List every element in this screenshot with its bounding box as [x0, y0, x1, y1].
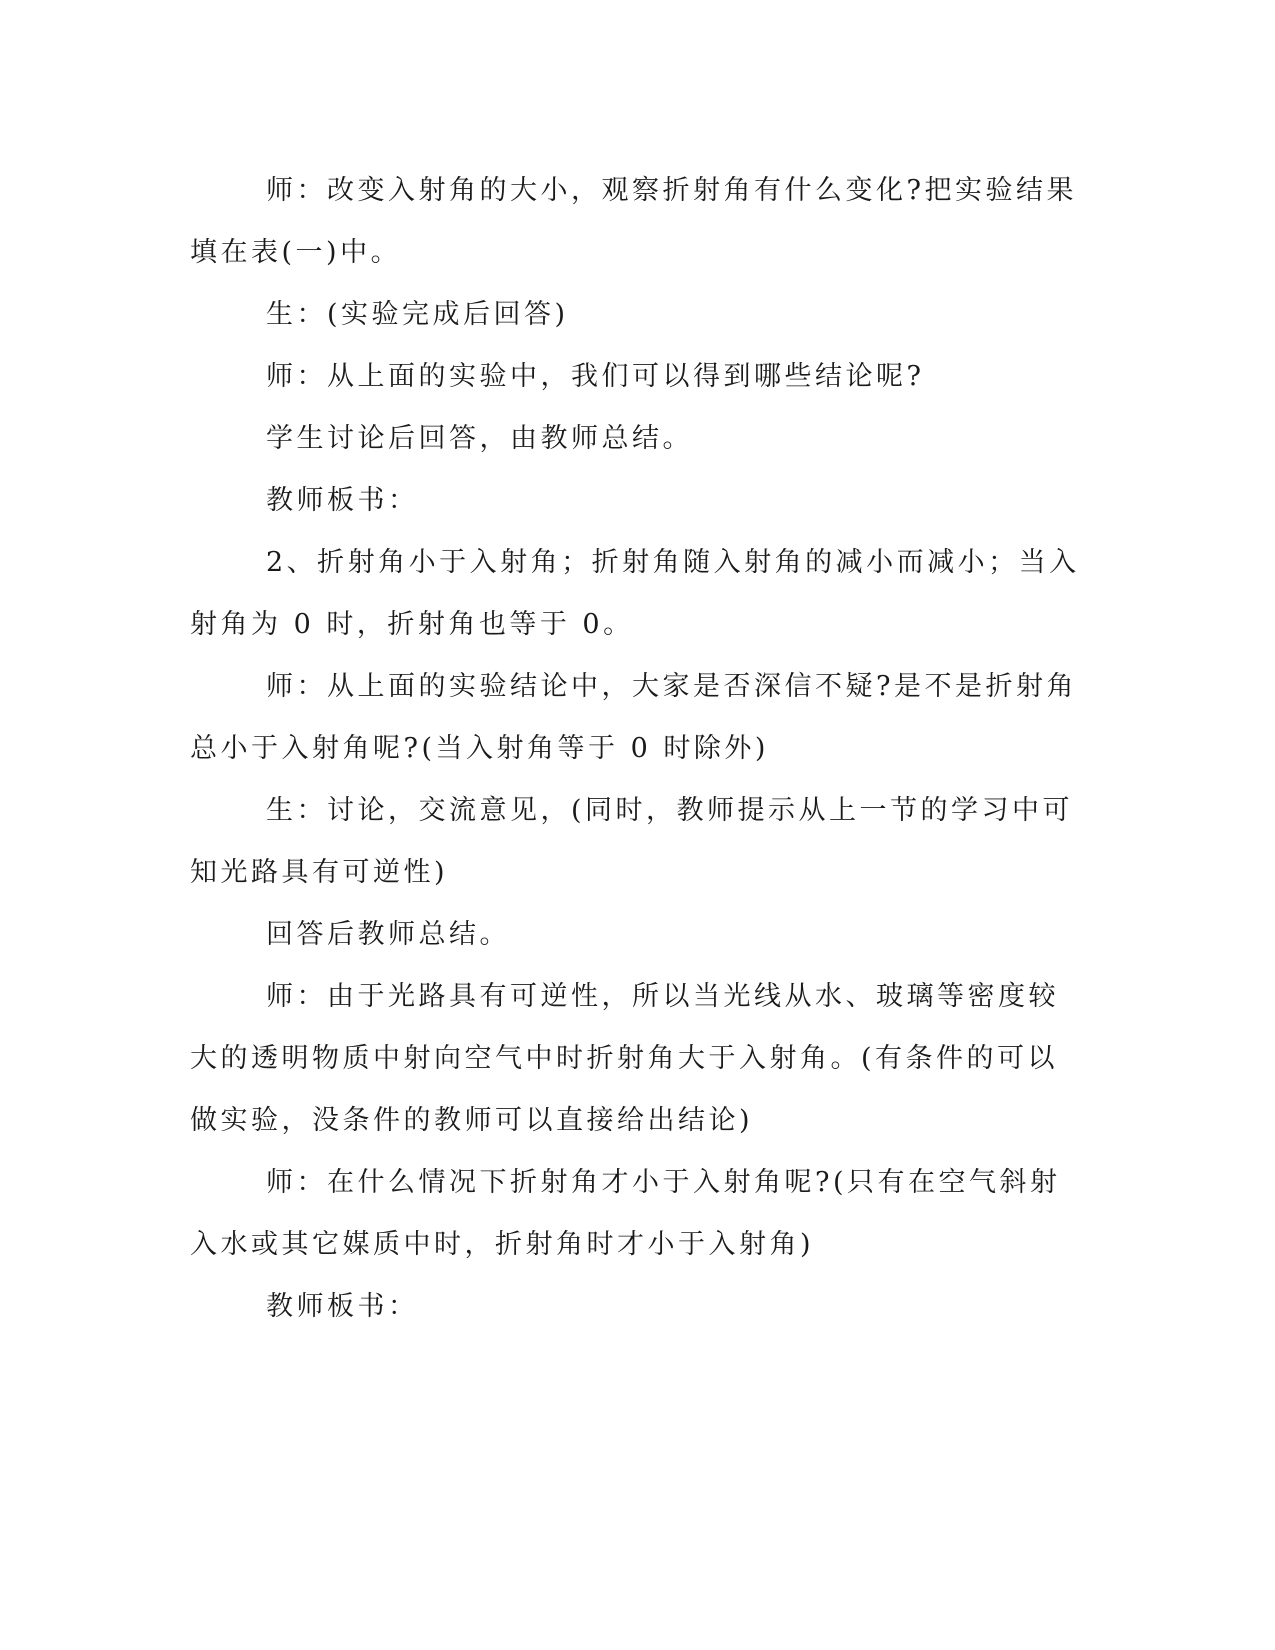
paragraph-summary: 回答后教师总结。: [266, 919, 510, 950]
paragraph-discussion: 学生讨论后回答，由教师总结。: [266, 423, 693, 454]
paragraph-student-discussion: 生：讨论，交流意见，(同时，教师提示从上一节的学习中可知光路具有可逆性): [190, 795, 1074, 888]
paragraph-teacher-question: 师：从上面的实验中，我们可以得到哪些结论呢?: [266, 361, 925, 392]
paragraph-teacher-doubt: 师：从上面的实验结论中，大家是否深信不疑?是不是折射角总小于入射角呢?(当入射角等于 0 时除外): [190, 671, 1077, 764]
paragraph-teacher-prompt: 师：改变入射角的大小，观察折射角有什么变化?把实验结果填在表(一)中。: [190, 175, 1077, 268]
paragraph-board-heading-2: 教师板书：: [266, 1291, 419, 1322]
body-text: [190, 160, 1080, 1338]
paragraph-reversibility: 师：由于光路具有可逆性，所以当光线从水、玻璃等密度较大的透明物质中射向空气中时折射角大于入射角。(有条件的可以做实验，没条件的教师可以直接给出结论): [190, 981, 1059, 1136]
paragraph-board-heading: 教师板书：: [266, 485, 419, 516]
paragraph-student-answer: 生：(实验完成后回答): [266, 299, 569, 330]
paragraph-condition: 师：在什么情况下折射角才小于入射角呢?(只有在空气斜射入水或其它媒质中时，折射角时才小于入射角): [190, 1167, 1061, 1260]
paragraph-conclusion-2: 2、折射角小于入射角；折射角随入射角的减小而减小；当入射角为 0 时，折射角也等于 0。: [190, 547, 1080, 640]
